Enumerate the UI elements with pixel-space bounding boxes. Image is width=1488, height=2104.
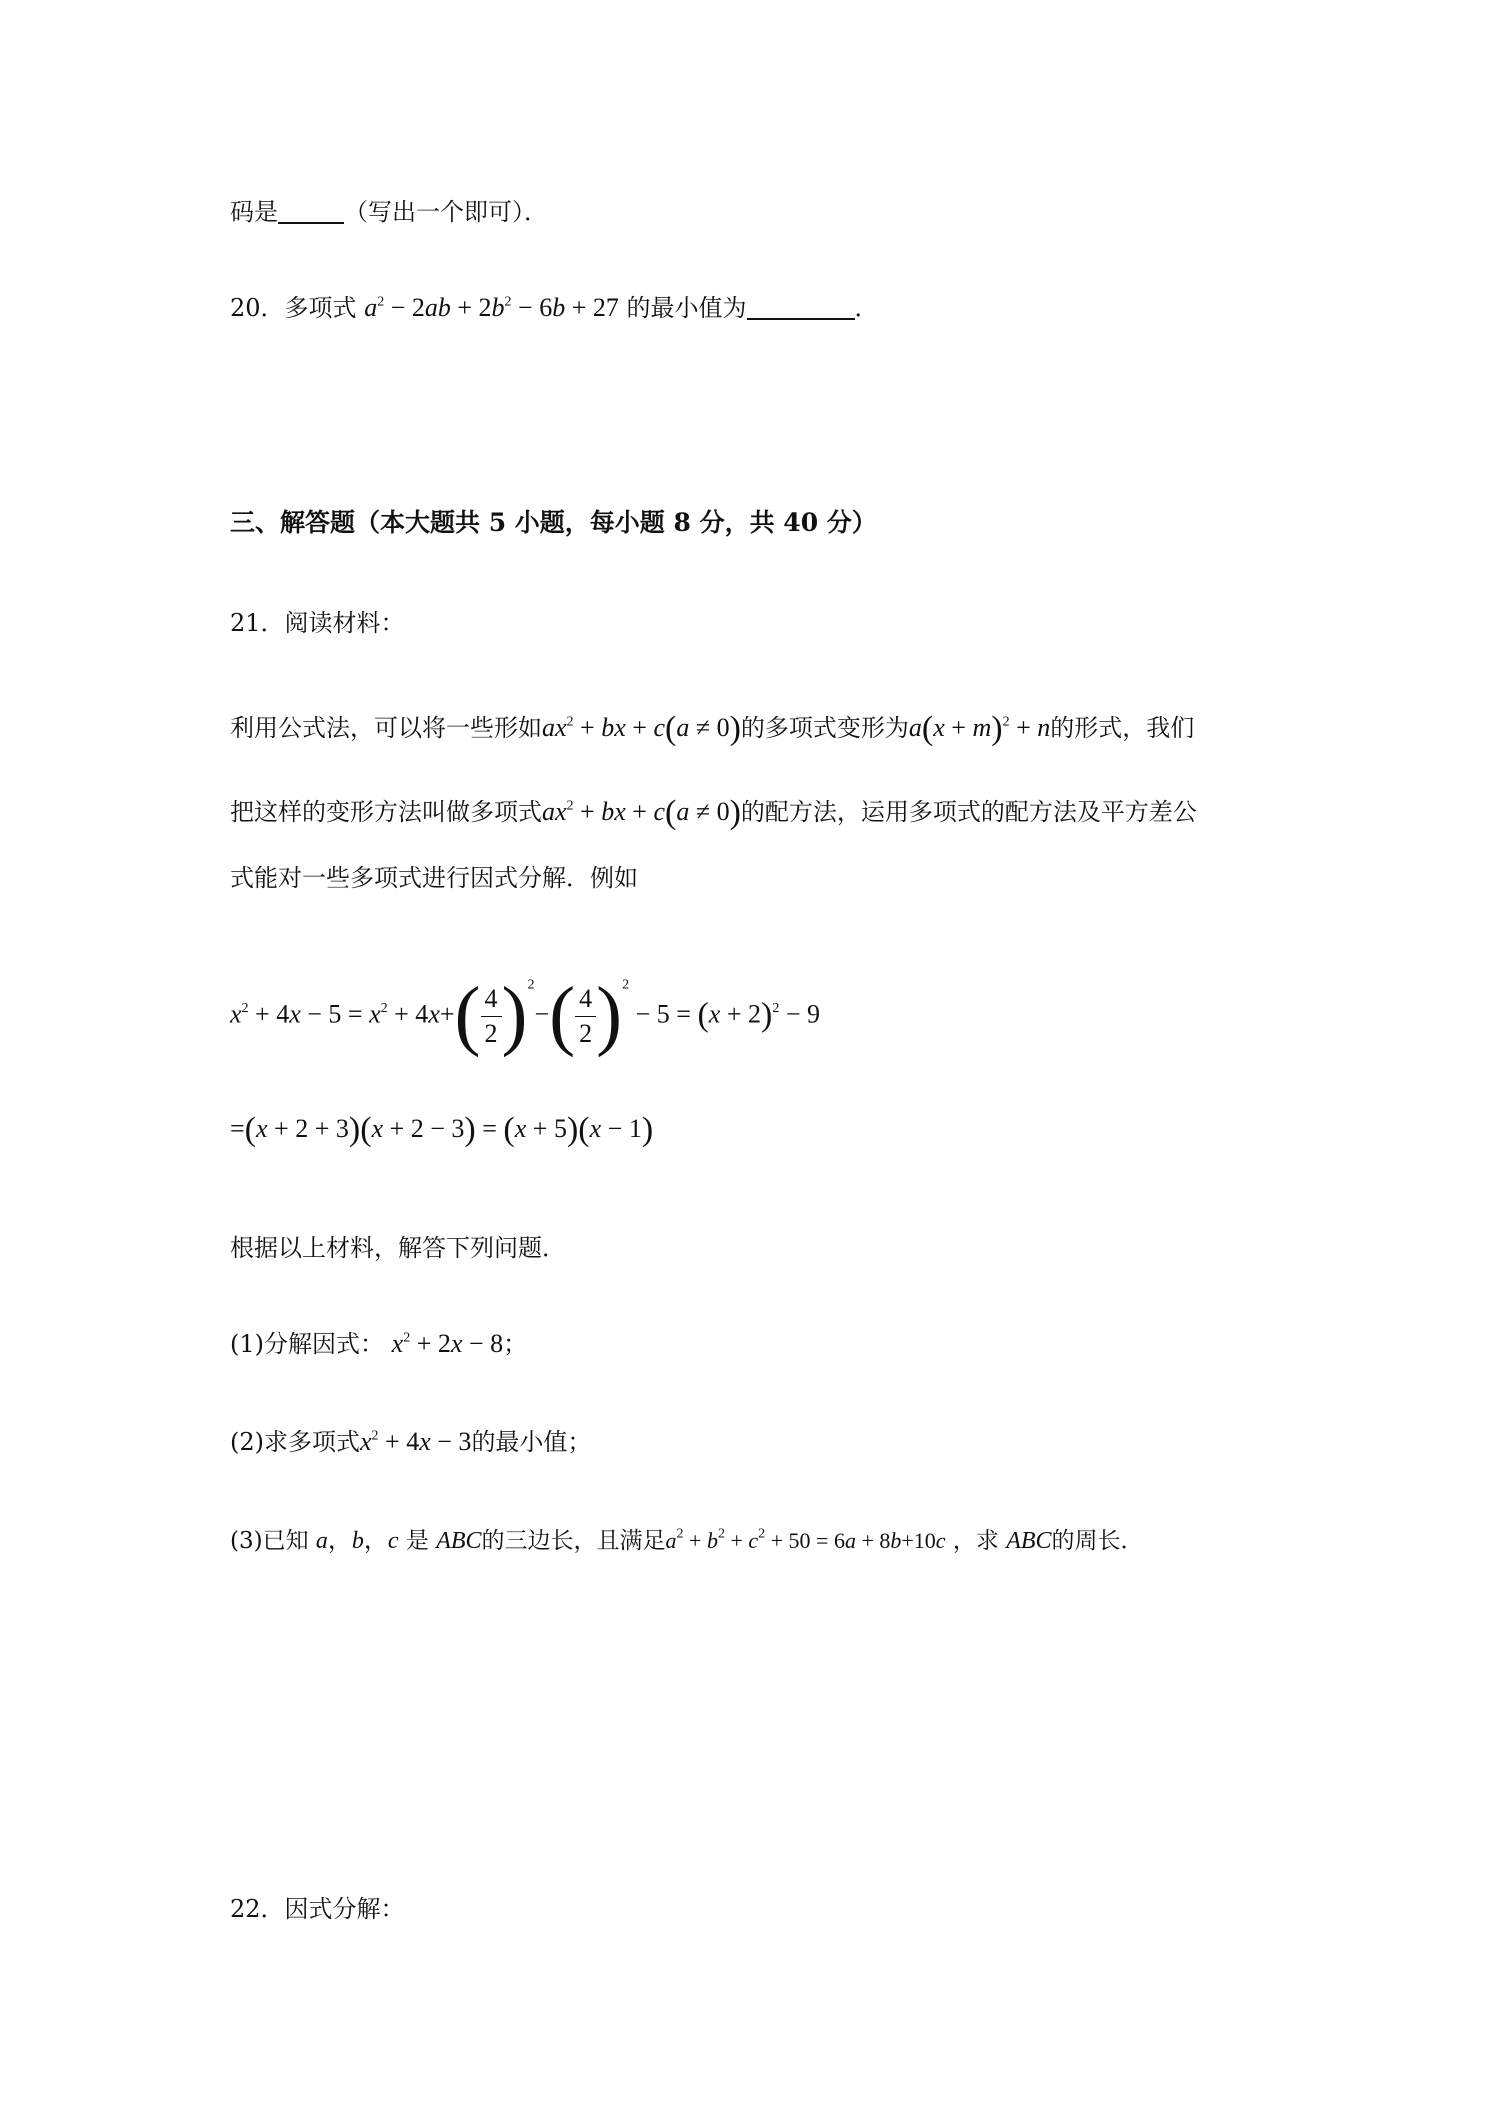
q19-text-pre: 码是 — [230, 198, 278, 226]
material-text: 的形式，我们 — [1050, 714, 1195, 742]
triangle-abc: ABC — [436, 1528, 482, 1554]
material-line-2 — [230, 796, 1197, 829]
question-21-title: 21．阅读材料： — [230, 609, 405, 637]
sub1-expression: $x^2 + 2x - 8$ — [391, 1329, 504, 1358]
material-text: 的配方法，运用多项式的配方法及平方差公 — [740, 798, 1197, 826]
formula-general-quadratic: $ax^2$ + bx + c(a ≠ 0) — [542, 794, 741, 831]
q20-expression: $a^2 - 2ab + 2b^2 - 6b + 27$ — [364, 293, 619, 322]
section-heading: 三、解答题（本大题共 5 小题，每小题 8 分，共 40 分） — [230, 508, 877, 537]
fraction-4-over-2: $\frac{4}{2}$ — [481, 982, 502, 1051]
triangle-abc: ABC — [1006, 1528, 1052, 1554]
q20-suffix: 的最小值为 — [626, 294, 747, 322]
material-line-3: 式能对一些多项式进行因式分解．例如 — [230, 864, 638, 892]
material-text: 利用公式法，可以将一些形如 — [230, 714, 542, 742]
formula-vertex-form: $a(x + m)^2 + n$ — [908, 710, 1051, 747]
q19-continuation — [230, 196, 548, 228]
answer-blank — [278, 198, 344, 224]
sub3-vars: a，b，c — [315, 1528, 399, 1554]
sub2-expression: $x^2 + 4x - 3$ — [360, 1427, 472, 1456]
sub3-text: 的三边长，且满足 — [481, 1528, 666, 1554]
q20-end: ． — [854, 294, 879, 322]
q20-prefix: 20．多项式 — [230, 294, 357, 322]
sub-question-3 — [230, 1525, 1144, 1557]
answer-blank — [747, 294, 855, 320]
question-22-title: 22．因式分解： — [230, 1895, 405, 1923]
sub3-text: ，求 — [952, 1528, 999, 1554]
q19-text-post: （写出一个即可）． — [344, 198, 548, 226]
sub3-text: 的周长． — [1051, 1528, 1144, 1554]
material-line-1 — [230, 712, 1194, 745]
example-equation-1: $x^2 + 4x - 5 = x^2 + 4x+$( $\frac{4}{2}$ )$^2$−( $\frac{4}{2}$ )$^2 - 5 = (x + 2)^2 - 9$ — [230, 970, 821, 1058]
example-equation-2: =(x + 2 + 3)(x + 2 − 3) = (x + 5)(x − 1) — [230, 1111, 654, 1148]
fraction-4-over-2: $\frac{4}{2}$ — [575, 982, 596, 1051]
material-text: 的多项式变形为 — [740, 714, 909, 742]
sub3-text: (3)已知 — [230, 1528, 309, 1554]
question-20 — [230, 292, 879, 324]
sub2-label: (2)求多项式 — [230, 1428, 360, 1456]
sub3-equation: $a^2 + b^2 + c^2 + 50 = 6a + 8b+10c$ — [665, 1526, 946, 1553]
sub2-end: 的最小值； — [471, 1428, 592, 1456]
sub-question-1 — [230, 1328, 527, 1360]
sub1-label: (1)分解因式： — [230, 1330, 384, 1358]
instruction-line: 根据以上材料，解答下列问题． — [230, 1234, 566, 1262]
sub3-text: 是 — [405, 1528, 429, 1554]
material-text: 把这样的变形方法叫做多项式 — [230, 798, 542, 826]
sub1-end: ； — [503, 1330, 528, 1358]
formula-general-quadratic: $ax^2$ + bx + c(a ≠ 0) — [542, 710, 741, 747]
sub-question-2 — [230, 1426, 591, 1458]
